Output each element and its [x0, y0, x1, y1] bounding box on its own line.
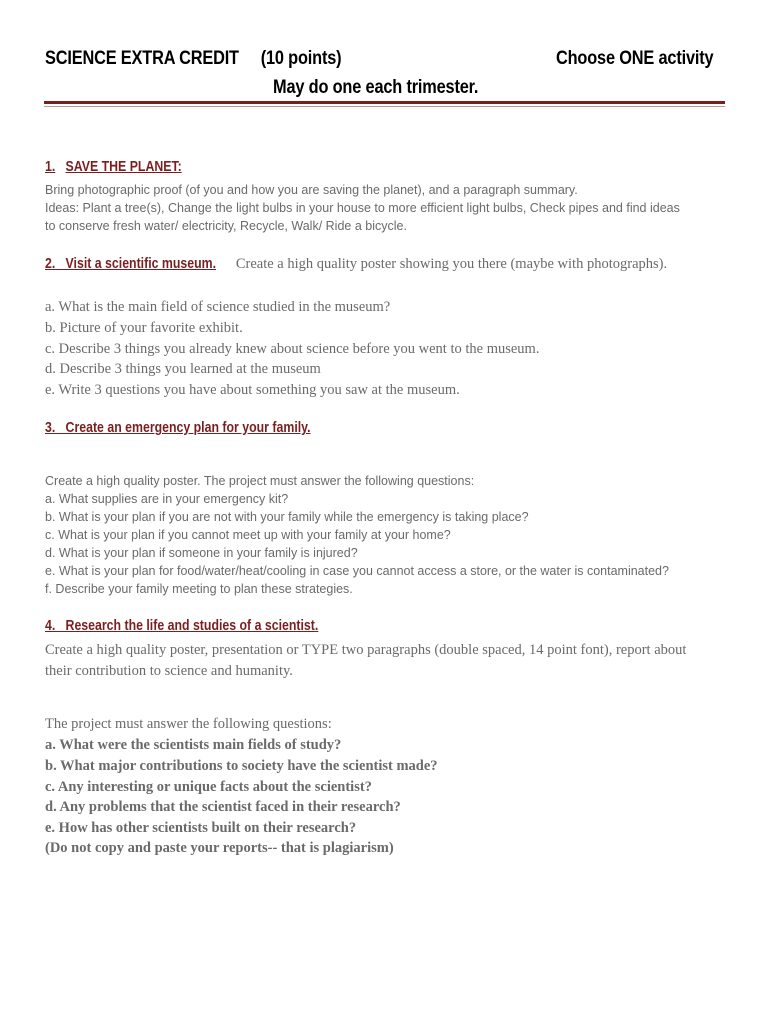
section-3-line: f. Describe your family meeting to plan these strategies. — [45, 582, 353, 596]
section-4-intro: their contribution to science and humanity. — [45, 663, 293, 679]
section-4-question: d. Any problems that the scientist faced in their research? — [45, 799, 401, 815]
section-1-line: to conserve fresh water/ electricity, Recycle, Walk/ Ride a bicycle. — [45, 219, 407, 233]
instruction-choose-one: Choose ONE activity — [556, 48, 714, 69]
section-3-line: Create a high quality poster. The project must answer the following questions: — [45, 474, 475, 488]
section-4-question: c. Any interesting or unique facts about the scientist? — [45, 779, 372, 795]
section-4-heading — [45, 618, 318, 634]
section-1-number: 1. — [45, 159, 56, 175]
section-3-title: 3. Create an emergency plan for your family. — [45, 420, 311, 436]
section-2-text: Create a high quality poster showing you there (maybe with photographs). — [232, 256, 668, 272]
section-4-question: e. How has other scientists built on their research? — [45, 820, 357, 836]
section-2-title: 2. Visit a scientific museum. — [45, 256, 217, 272]
section-1-heading — [45, 159, 182, 175]
header-divider — [44, 101, 725, 104]
section-4-question: a. What were the scientists main fields of study? — [45, 737, 342, 753]
section-3-line: b. What is your plan if you are not with your family while the emergency is taking place? — [45, 510, 529, 524]
section-3-line: e. What is your plan for food/water/heat/cooling in case you cannot access a store, or the water is contaminated? — [45, 564, 669, 578]
section-3-line: d. What is your plan if someone in your family is injured? — [45, 546, 358, 560]
document-subtitle: May do one each trimester. — [273, 77, 479, 98]
section-2-item: c. Describe 3 things you already knew about science before you went to the museum. — [45, 341, 540, 357]
section-1-title: SAVE THE PLANET: — [65, 159, 182, 175]
section-4-title: 4. Research the life and studies of a scientist. — [45, 618, 319, 634]
section-4-lead: The project must answer the following questions: — [45, 716, 332, 732]
section-2-item: d. Describe 3 things you learned at the museum — [45, 361, 321, 377]
section-2-item: e. Write 3 questions you have about something you saw at the museum. — [45, 382, 460, 398]
header-divider-thin — [44, 106, 725, 107]
section-4-question: b. What major contributions to society have the scientist made? — [45, 758, 438, 774]
section-4-note: (Do not copy and paste your reports-- that is plagiarism) — [45, 840, 394, 856]
section-3-line: a. What supplies are in your emergency kit? — [45, 492, 289, 506]
section-1-line: Bring photographic proof (of you and how you are saving the planet), and a paragraph summary. — [45, 183, 578, 197]
section-2-item: b. Picture of your favorite exhibit. — [45, 320, 243, 336]
section-3-heading — [45, 420, 311, 436]
section-1-line: Ideas: Plant a tree(s), Change the light bulbs in your house to more efficient light bulbs, Check pipes and find ideas — [45, 201, 680, 215]
section-2-item: a. What is the main field of science studied in the museum? — [45, 299, 391, 315]
section-3-line: c. What is your plan if you cannot meet up with your family at your home? — [45, 528, 451, 542]
document-title: SCIENCE EXTRA CREDIT (10 points) — [45, 48, 342, 69]
section-4-intro: Create a high quality poster, presentation or TYPE two paragraphs (double spaced, 14 point font), report about — [45, 642, 687, 658]
section-2-heading-line — [45, 255, 667, 273]
